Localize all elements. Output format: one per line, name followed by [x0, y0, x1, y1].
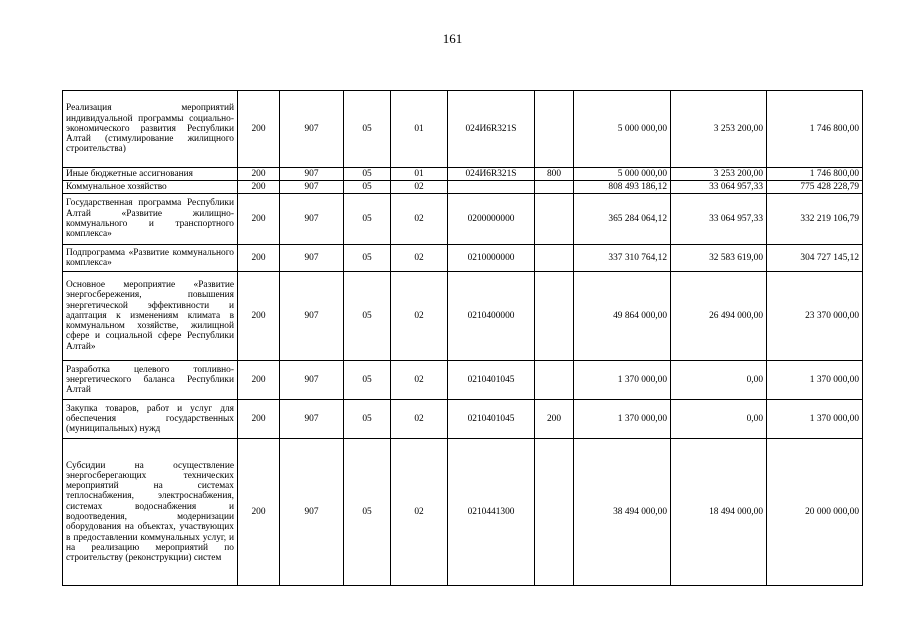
row-name: Реализация мероприятий индивидуальной программы социально-экономического развития Республики Алтай (стимулирование жилищного строительства)	[63, 91, 238, 168]
amount-3: 23 370 000,00	[767, 272, 863, 361]
razdel-code: 05	[344, 361, 391, 400]
amount-3: 1 370 000,00	[767, 361, 863, 400]
amount-3: 304 727 145,12	[767, 245, 863, 272]
target-article-code: 0210441300	[448, 439, 535, 586]
amount-1: 38 494 000,00	[574, 439, 671, 586]
razdel-code: 05	[344, 168, 391, 181]
target-article-code: 0210000000	[448, 245, 535, 272]
amount-2: 32 583 619,00	[671, 245, 767, 272]
ministry-code: 200	[238, 181, 280, 194]
table-row	[63, 194, 863, 245]
amount-1: 1 370 000,00	[574, 400, 671, 439]
razdel-code: 05	[344, 400, 391, 439]
table-row	[63, 245, 863, 272]
row-name: Подпрограмма «Развитие коммунального комплекса»	[63, 245, 238, 272]
glava-code: 907	[280, 272, 344, 361]
razdel-code: 05	[344, 181, 391, 194]
amount-2: 0,00	[671, 361, 767, 400]
page-number: 161	[442, 31, 463, 46]
amount-2: 33 064 957,33	[671, 194, 767, 245]
ministry-code: 200	[238, 439, 280, 586]
amount-3: 1 746 800,00	[767, 91, 863, 168]
amount-2: 3 253 200,00	[671, 91, 767, 168]
ministry-code: 200	[238, 168, 280, 181]
row-name: Основное мероприятие «Развитие энергосбережения, повышения энергетической эффективности и адаптация к изменениям климата в коммунальном хозяйстве, жилищной сфере и социальной сфере Республики Алтай»	[63, 272, 238, 361]
table-row	[63, 181, 863, 194]
razdel-code: 05	[344, 194, 391, 245]
podrazdel-code: 02	[391, 194, 448, 245]
glava-code: 907	[280, 181, 344, 194]
amount-2: 0,00	[671, 400, 767, 439]
ministry-code: 200	[238, 194, 280, 245]
ministry-code: 200	[238, 400, 280, 439]
expense-type-code	[535, 194, 574, 245]
amount-3: 1 746 800,00	[767, 168, 863, 181]
glava-code: 907	[280, 168, 344, 181]
podrazdel-code: 02	[391, 181, 448, 194]
expense-type-code	[535, 245, 574, 272]
row-name: Закупка товаров, работ и услуг для обеспечения государственных (муниципальных) нужд	[63, 400, 238, 439]
podrazdel-code: 02	[391, 361, 448, 400]
table-row	[63, 439, 863, 586]
podrazdel-code: 02	[391, 439, 448, 586]
amount-1: 49 864 000,00	[574, 272, 671, 361]
razdel-code: 05	[344, 439, 391, 586]
target-article-code: 0210401045	[448, 361, 535, 400]
podrazdel-code: 01	[391, 91, 448, 168]
table-row	[63, 168, 863, 181]
podrazdel-code: 02	[391, 272, 448, 361]
razdel-code: 05	[344, 272, 391, 361]
amount-3: 1 370 000,00	[767, 400, 863, 439]
table-row	[63, 272, 863, 361]
glava-code: 907	[280, 245, 344, 272]
amount-1: 5 000 000,00	[574, 91, 671, 168]
amount-2: 18 494 000,00	[671, 439, 767, 586]
podrazdel-code: 01	[391, 168, 448, 181]
expense-type-code	[535, 181, 574, 194]
amount-2: 26 494 000,00	[671, 272, 767, 361]
table-row	[63, 91, 863, 168]
amount-1: 365 284 064,12	[574, 194, 671, 245]
target-article-code	[448, 181, 535, 194]
table-row	[63, 361, 863, 400]
amount-3: 20 000 000,00	[767, 439, 863, 586]
razdel-code: 05	[344, 91, 391, 168]
expense-type-code	[535, 361, 574, 400]
expense-type-code	[535, 439, 574, 586]
razdel-code: 05	[344, 245, 391, 272]
amount-2: 3 253 200,00	[671, 168, 767, 181]
row-name: Коммунальное хозяйство	[63, 181, 238, 194]
expense-type-code	[535, 272, 574, 361]
glava-code: 907	[280, 361, 344, 400]
expense-type-code	[535, 91, 574, 168]
glava-code: 907	[280, 400, 344, 439]
row-name: Разработка целевого топливно-энергетического баланса Республики Алтай	[63, 361, 238, 400]
table-body	[63, 91, 863, 586]
amount-1: 808 493 186,12	[574, 181, 671, 194]
expense-type-code: 200	[535, 400, 574, 439]
amount-3: 775 428 228,79	[767, 181, 863, 194]
podrazdel-code: 02	[391, 400, 448, 439]
ministry-code: 200	[238, 272, 280, 361]
amount-3: 332 219 106,79	[767, 194, 863, 245]
podrazdel-code: 02	[391, 245, 448, 272]
table-row	[63, 400, 863, 439]
target-article-code: 024И6R321S	[448, 168, 535, 181]
amount-1: 5 000 000,00	[574, 168, 671, 181]
row-name: Иные бюджетные ассигнования	[63, 168, 238, 181]
ministry-code: 200	[238, 245, 280, 272]
expense-type-code: 800	[535, 168, 574, 181]
glava-code: 907	[280, 91, 344, 168]
glava-code: 907	[280, 194, 344, 245]
ministry-code: 200	[238, 361, 280, 400]
amount-1: 337 310 764,12	[574, 245, 671, 272]
target-article-code: 0210400000	[448, 272, 535, 361]
row-name: Субсидии на осуществление энергосберегающих технических мероприятий на системах теплоснабжения, электроснабжения, системах водоснабжения и водоотведения, модернизации оборудования на объектах, участвующих в предоставлении коммунальных услуг, и на реализацию мероприятий по строительству (реконструкции) систем	[63, 439, 238, 586]
budget-table	[62, 90, 863, 586]
target-article-code: 0200000000	[448, 194, 535, 245]
target-article-code: 0210401045	[448, 400, 535, 439]
amount-2: 33 064 957,33	[671, 181, 767, 194]
amount-1: 1 370 000,00	[574, 361, 671, 400]
glava-code: 907	[280, 439, 344, 586]
ministry-code: 200	[238, 91, 280, 168]
row-name: Государственная программа Республики Алтай «Развитие жилищно-коммунального и транспортного комплекса»	[63, 194, 238, 245]
target-article-code: 024И6R321S	[448, 91, 535, 168]
